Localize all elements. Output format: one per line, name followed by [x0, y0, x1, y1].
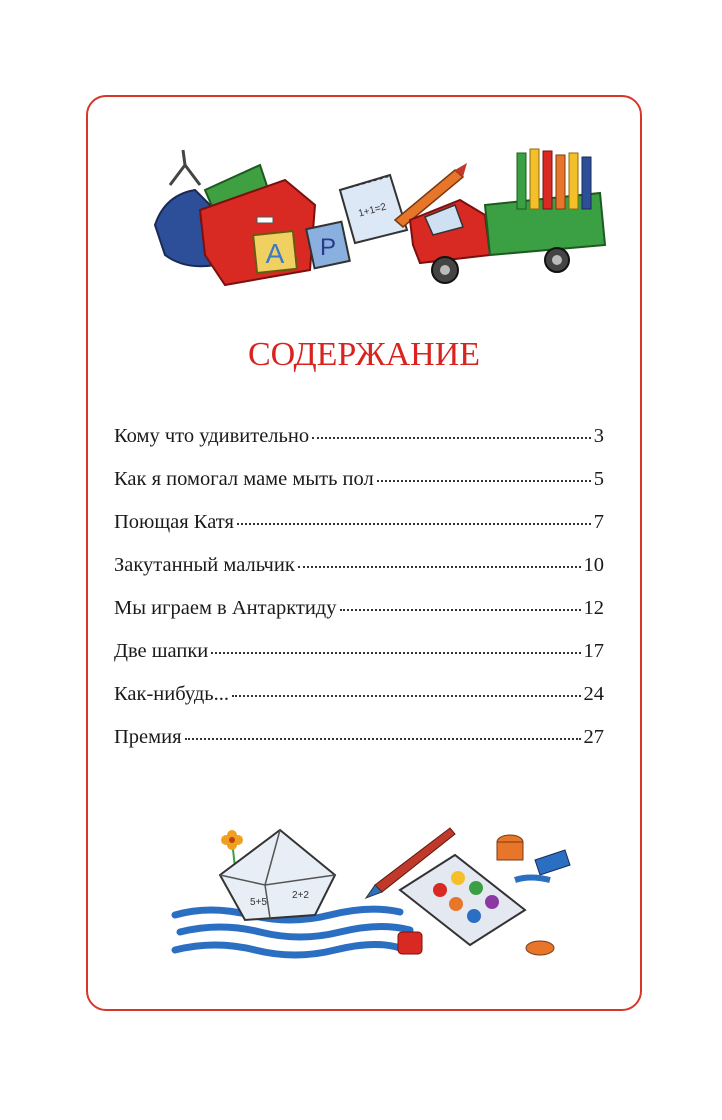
toc-entry[interactable] [114, 554, 604, 597]
toc-leader-dots [312, 437, 591, 439]
page-title: СОДЕРЖАНИЕ [247, 336, 481, 373]
toc-entry[interactable] [114, 468, 604, 511]
toc-leader-dots [237, 523, 591, 525]
svg-text:А: А [265, 238, 285, 269]
toc-entry-title: Премия [114, 726, 182, 748]
toc-entry[interactable] [114, 640, 604, 683]
toc-entry-title: Мы играем в Антарктиду [114, 597, 337, 619]
toc-entry[interactable] [114, 425, 604, 468]
toc-entry-title: Поющая Катя [114, 511, 234, 533]
toc-entry[interactable] [114, 726, 604, 769]
toc-page-number: 3 [593, 425, 604, 447]
toc-leader-dots [232, 695, 581, 697]
toc-page-number: 5 [593, 468, 604, 490]
paint-box-icon [400, 855, 525, 945]
toc-leader-dots [377, 480, 591, 482]
toc-entry[interactable] [114, 597, 604, 640]
letter-block-a [253, 231, 297, 273]
toc-page-number: 7 [593, 511, 604, 533]
svg-text:2+2: 2+2 [292, 890, 309, 901]
toc-page-number: 10 [583, 554, 604, 576]
svg-text:Р: Р [319, 234, 337, 261]
toc-page-number: 27 [583, 726, 604, 748]
svg-text:5+5: 5+5 [250, 897, 267, 908]
school-supplies-illustration [145, 145, 615, 293]
table-of-contents [114, 425, 604, 769]
letter-card-r [306, 222, 350, 269]
notebook-icon [340, 175, 407, 243]
toc-entry[interactable] [114, 511, 604, 554]
toc-leader-dots [211, 652, 580, 654]
toc-leader-dots [340, 609, 581, 611]
toc-page-number: 17 [583, 640, 604, 662]
svg-text:1+1=2: 1+1=2 [357, 201, 388, 220]
toc-entry[interactable] [114, 683, 604, 726]
toc-leader-dots [298, 566, 581, 568]
toc-entry-title: Кому что удивительно [114, 425, 310, 447]
paper-boat-paints-illustration [170, 820, 580, 975]
toc-entry-title: Закутанный мальчик [114, 554, 295, 576]
toc-page-number: 24 [583, 683, 604, 705]
toc-entry-title: Как-нибудь... [114, 683, 229, 705]
toc-entry-title: Как я помогал маме мыть пол [114, 468, 374, 490]
toc-leader-dots [185, 738, 581, 740]
toc-entry-title: Две шапки [114, 640, 209, 662]
toc-page-number: 12 [583, 597, 604, 619]
